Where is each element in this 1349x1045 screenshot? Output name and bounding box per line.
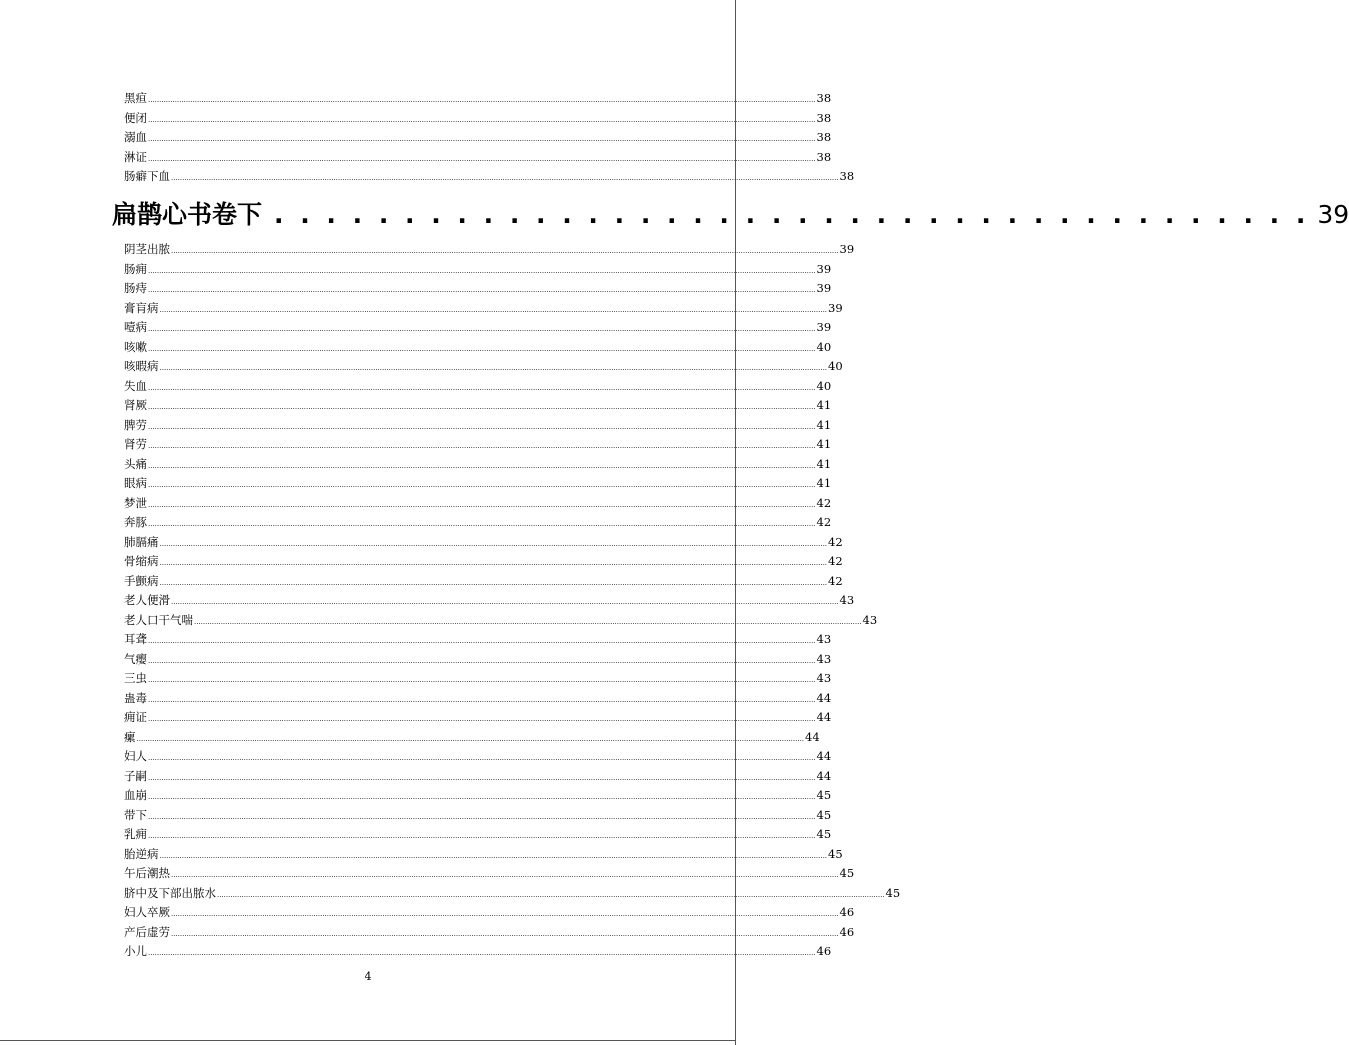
toc-entry-title: 妇人 <box>124 749 147 763</box>
toc-entry[interactable] <box>124 611 878 631</box>
toc-entry-page: 39 <box>839 242 855 256</box>
toc-entry[interactable] <box>124 260 832 280</box>
toc-entry-page: 42 <box>816 515 832 529</box>
toc-leader-dots: ............................................................................................................................................................................................................................................................................................................ <box>148 773 816 782</box>
toc-entry[interactable] <box>124 806 832 826</box>
toc-entry-title: 肺膈痛 <box>124 534 159 549</box>
toc-leader-dots: ............................................................................................................................................................................................................................................................................................................ <box>148 793 816 801</box>
toc-entry[interactable] <box>124 377 832 397</box>
toc-leader-dots: ............................................................................................................................................................................................................................................................................................................ <box>171 174 839 182</box>
toc-leader-dots: ............................................................................................................................................................................................................................................................................................................ <box>159 305 828 314</box>
toc-leader-dots: ............................................................................................................................................................................................................................................................................................................ <box>148 442 816 450</box>
toc-entry-page: 38 <box>816 149 832 164</box>
toc-entry-page: 43 <box>816 651 832 666</box>
toc-entry[interactable] <box>124 708 832 728</box>
toc-leader-dots: ............................................................................................................................................................................................................................................................................................................ <box>148 832 816 840</box>
toc-entry-page: 42 <box>816 495 832 510</box>
toc-entry[interactable] <box>124 864 855 884</box>
toc-entry[interactable] <box>124 357 843 377</box>
toc-entry-title: 蛊毒 <box>124 690 147 705</box>
toc-entry-page: 44 <box>816 690 832 705</box>
toc-entry-page: 45 <box>816 788 832 802</box>
toc-entry-page: 45 <box>828 846 843 861</box>
toc-entry-page: 43 <box>816 671 832 685</box>
toc-entry-title: 便闭 <box>124 110 147 125</box>
toc-entry-page: 43 <box>862 612 878 627</box>
toc-leader-dots: ............................................................................................................................................................................................................................................................................................................ <box>148 481 816 489</box>
toc-entry-page: 40 <box>828 359 843 373</box>
toc-leader-dots: ............................................................................................................................................................................................................................................................................................................ <box>148 949 816 957</box>
toc-entry[interactable] <box>124 167 855 187</box>
toc-entry[interactable] <box>124 533 843 553</box>
toc-entry-page: 39 <box>816 320 832 334</box>
toc-entry-title: 阴茎出脓 <box>124 242 170 256</box>
toc-leader-dots: ............................................................................................................................................................................................................................................................................................................ <box>148 266 816 275</box>
toc-list-bottom <box>124 240 901 962</box>
toc-entry[interactable] <box>124 396 832 416</box>
toc-entry-page: 44 <box>816 710 832 724</box>
toc-entry[interactable] <box>124 630 832 650</box>
toc-entry-title: 带下 <box>124 807 147 822</box>
toc-entry-title: 肾厥 <box>124 398 147 412</box>
toc-leader-dots: ............................................................................................................................................................................................................................................................................................................ <box>217 890 885 899</box>
toc-entry[interactable] <box>124 455 832 475</box>
toc-entry[interactable] <box>124 89 832 109</box>
toc-entry-page: 41 <box>816 476 832 490</box>
toc-leader-dots: ............................................................................................................................................................................................................................................................................................................ <box>148 676 816 684</box>
toc-entry-title: 黑疸 <box>124 91 147 105</box>
toc-entry-title: 老人口干气喘 <box>124 612 193 627</box>
toc-entry-title: 胎逆病 <box>124 846 159 861</box>
toc-entry-title: 肠痔 <box>124 281 147 295</box>
toc-entry-title: 噎病 <box>124 320 147 334</box>
toc-entry[interactable] <box>124 747 832 767</box>
toc-leader-dots: ............................................................................................................................................................................................................................................................................................................ <box>171 929 839 938</box>
toc-leader-dots: ............................................................................................................................................................................................................................................................................................................ <box>148 754 816 762</box>
toc-leader-dots: ............................................................................................................................................................................................................................................................................................................ <box>148 344 816 353</box>
toc-entry-title: 肾劳 <box>124 437 147 451</box>
toc-entry[interactable] <box>124 279 832 299</box>
toc-entry-title: 奔豚 <box>124 515 147 529</box>
toc-entry[interactable] <box>124 728 820 748</box>
chapter-page-number: 39 <box>1317 200 1349 229</box>
toc-entry-page: 39 <box>828 300 843 315</box>
toc-entry-page: 41 <box>816 437 832 451</box>
toc-entry[interactable] <box>124 767 832 787</box>
toc-entry-title: 午后潮热 <box>124 866 170 880</box>
toc-entry-title: 子嗣 <box>124 768 147 783</box>
toc-entry[interactable] <box>124 650 832 670</box>
toc-entry-page: 44 <box>816 768 832 783</box>
toc-leader-dots: ............................................................................................................................................................................................................................................................................................................ <box>148 520 816 528</box>
toc-leader-dots: ............................................................................................................................................................................................................................................................................................................ <box>148 715 816 723</box>
toc-leader-dots: ............................................................................................................................................................................................................................................................................................................ <box>148 115 816 124</box>
toc-entry[interactable] <box>124 942 832 962</box>
toc-entry-page: 42 <box>828 573 843 588</box>
toc-leader-dots: ............................................................................................................................................................................................................................................................................................................ <box>148 154 816 163</box>
toc-entry-page: 40 <box>816 378 832 393</box>
toc-entry[interactable] <box>124 572 843 592</box>
toc-entry-page: 44 <box>816 749 832 763</box>
toc-leader-dots: ............................................................................................................................................................................................................................................................................................................ <box>159 578 828 587</box>
toc-leader-dots: ............................................................................................................................................................................................................................................................................................................ <box>148 695 816 704</box>
toc-entry[interactable] <box>124 494 832 514</box>
toc-leader-dots: ............................................................................................................................................................................................................................................................................................................ <box>148 135 816 143</box>
toc-list-top <box>124 89 855 187</box>
toc-entry-title: 血崩 <box>124 788 147 802</box>
toc-entry[interactable] <box>124 435 832 455</box>
toc-entry-title: 产后虚劳 <box>124 924 170 939</box>
toc-entry[interactable] <box>124 786 832 806</box>
toc-entry-title: 膏肓病 <box>124 300 159 315</box>
toc-entry-title: 气瘿 <box>124 651 147 666</box>
toc-entry-page: 43 <box>816 632 832 646</box>
toc-entry-page: 45 <box>885 885 901 900</box>
toc-entry[interactable] <box>124 923 855 943</box>
toc-entry-page: 42 <box>828 534 843 549</box>
toc-entry-page: 39 <box>816 261 832 276</box>
toc-entry-title: 溺血 <box>124 130 147 144</box>
toc-entry[interactable] <box>124 845 843 865</box>
toc-entry[interactable] <box>124 513 832 533</box>
toc-leader-dots: ............................................................................................................................................................................................................................................................................................................ <box>159 559 828 567</box>
toc-entry-title: 失血 <box>124 378 147 393</box>
toc-entry-title: 三虫 <box>124 671 147 685</box>
toc-entry-title: 耳聋 <box>124 632 147 646</box>
toc-entry-page: 39 <box>816 281 832 295</box>
toc-entry[interactable] <box>124 148 832 168</box>
toc-entry[interactable] <box>124 669 832 689</box>
toc-leader-dots: ............................................................................................................................................................................................................................................................................................................ <box>171 247 839 255</box>
toc-entry[interactable] <box>124 338 832 358</box>
toc-entry-title: 痈证 <box>124 710 147 724</box>
toc-entry-page: 38 <box>816 130 832 144</box>
toc-entry[interactable] <box>124 591 855 611</box>
toc-leader-dots: ............................................................................................................................................................................................................................................................................................................ <box>148 403 816 411</box>
toc-leader-dots: ............................................................................................................................................................................................................................................................................................................ <box>159 851 828 860</box>
toc-entry-page: 45 <box>816 827 832 841</box>
toc-leader-dots: ............................................................................................................................................................................................................................................................................................................ <box>148 422 816 431</box>
toc-leader-dots: ............................................................................................................................................................................................................................................................................................................ <box>159 364 828 372</box>
toc-leader-dots: ............................................................................................................................................................................................................................................................................................................ <box>148 461 816 470</box>
toc-entry[interactable] <box>124 109 832 129</box>
toc-entry-page: 46 <box>816 944 832 958</box>
toc-entry[interactable] <box>124 903 855 923</box>
toc-leader-dots: ............................................................................................................................................................................................................................................................................................................ <box>194 617 862 626</box>
toc-entry[interactable] <box>124 884 901 904</box>
toc-entry-title: 乳痈 <box>124 827 147 841</box>
toc-entry-page: 44 <box>805 729 820 744</box>
toc-entry-page: 41 <box>816 456 832 471</box>
toc-leader-dots: ............................................................................................................................................................................................................................................................................................................ <box>148 325 816 333</box>
toc-leader-dots: ............................................................................................................................................................................................................................................................................................................ <box>148 656 816 665</box>
toc-entry[interactable] <box>124 825 832 845</box>
toc-entry-title: 脾劳 <box>124 417 147 432</box>
toc-entry-page: 42 <box>828 554 843 568</box>
toc-entry-title: 头痛 <box>124 456 147 471</box>
toc-leader-dots: ............................................................................................................................................................................................................................................................................................................ <box>171 598 839 606</box>
toc-leader-dots: ............................................................................................................................................................................................................................................................................................................ <box>159 539 828 548</box>
toc-entry-page: 45 <box>839 866 855 880</box>
toc-entry-title: 骨缩病 <box>124 554 159 568</box>
toc-leader-dots: ............................................................................................................................................................................................................................................................................................................ <box>171 871 839 879</box>
toc-entry-page: 43 <box>839 593 855 607</box>
toc-entry-title: 手颤病 <box>124 573 159 588</box>
toc-entry-title: 妇人卒厥 <box>124 905 170 919</box>
toc-entry-page: 38 <box>816 110 832 125</box>
toc-entry[interactable] <box>124 416 832 436</box>
toc-entry-page: 38 <box>839 169 855 183</box>
toc-leader-dots: ............................................................................................................................................................................................................................................................................................................ <box>171 910 839 918</box>
toc-entry-page: 38 <box>816 91 832 105</box>
chapter-leader-dots: . . . . . . . . . . . . . . . . . . . . . . . . . . . . . . . . . . . . . . . . <box>274 200 1310 229</box>
toc-entry[interactable] <box>124 552 843 572</box>
toc-entry-page: 40 <box>816 339 832 354</box>
toc-leader-dots: ............................................................................................................................................................................................................................................................................................................ <box>148 383 816 392</box>
toc-entry-title: 老人便滑 <box>124 593 170 607</box>
toc-entry-title: 小儿 <box>124 944 147 958</box>
toc-entry-title: 瘰 <box>124 729 136 744</box>
toc-entry-page: 46 <box>839 924 855 939</box>
page-edge-bottom <box>0 1040 736 1041</box>
toc-entry[interactable] <box>124 689 832 709</box>
toc-entry-page: 41 <box>816 398 832 412</box>
toc-entry-title: 咳暇病 <box>124 359 159 373</box>
toc-entry[interactable] <box>124 299 843 319</box>
toc-leader-dots: ............................................................................................................................................................................................................................................................................................................ <box>148 812 816 821</box>
toc-entry-title: 肠痈 <box>124 261 147 276</box>
toc-entry-page: 45 <box>816 807 832 822</box>
toc-leader-dots: ............................................................................................................................................................................................................................................................................................................ <box>148 286 816 294</box>
toc-entry-title: 咳嗽 <box>124 339 147 354</box>
toc-entry-title: 梦泄 <box>124 495 147 510</box>
chapter-heading[interactable] <box>112 195 1349 235</box>
toc-entry-title: 淋证 <box>124 149 147 164</box>
toc-entry-title: 眼病 <box>124 476 147 490</box>
toc-entry[interactable] <box>124 318 832 338</box>
toc-entry-title: 肠癖下血 <box>124 169 170 183</box>
toc-entry[interactable] <box>124 240 855 260</box>
chapter-title: 扁鹊心书卷下 <box>112 200 263 229</box>
toc-entry-page: 41 <box>816 417 832 432</box>
toc-leader-dots: ............................................................................................................................................................................................................................................................................................................ <box>136 734 805 743</box>
toc-entry[interactable] <box>124 128 832 148</box>
toc-entry-title: 脐中及下部出脓水 <box>124 885 216 900</box>
toc-entry[interactable] <box>124 474 832 494</box>
page-number: 4 <box>364 970 372 983</box>
toc-leader-dots: ............................................................................................................................................................................................................................................................................................................ <box>148 637 816 645</box>
toc-leader-dots: ............................................................................................................................................................................................................................................................................................................ <box>148 500 816 509</box>
toc-entry-page: 46 <box>839 905 855 919</box>
toc-leader-dots: ............................................................................................................................................................................................................................................................................................................ <box>148 96 816 104</box>
